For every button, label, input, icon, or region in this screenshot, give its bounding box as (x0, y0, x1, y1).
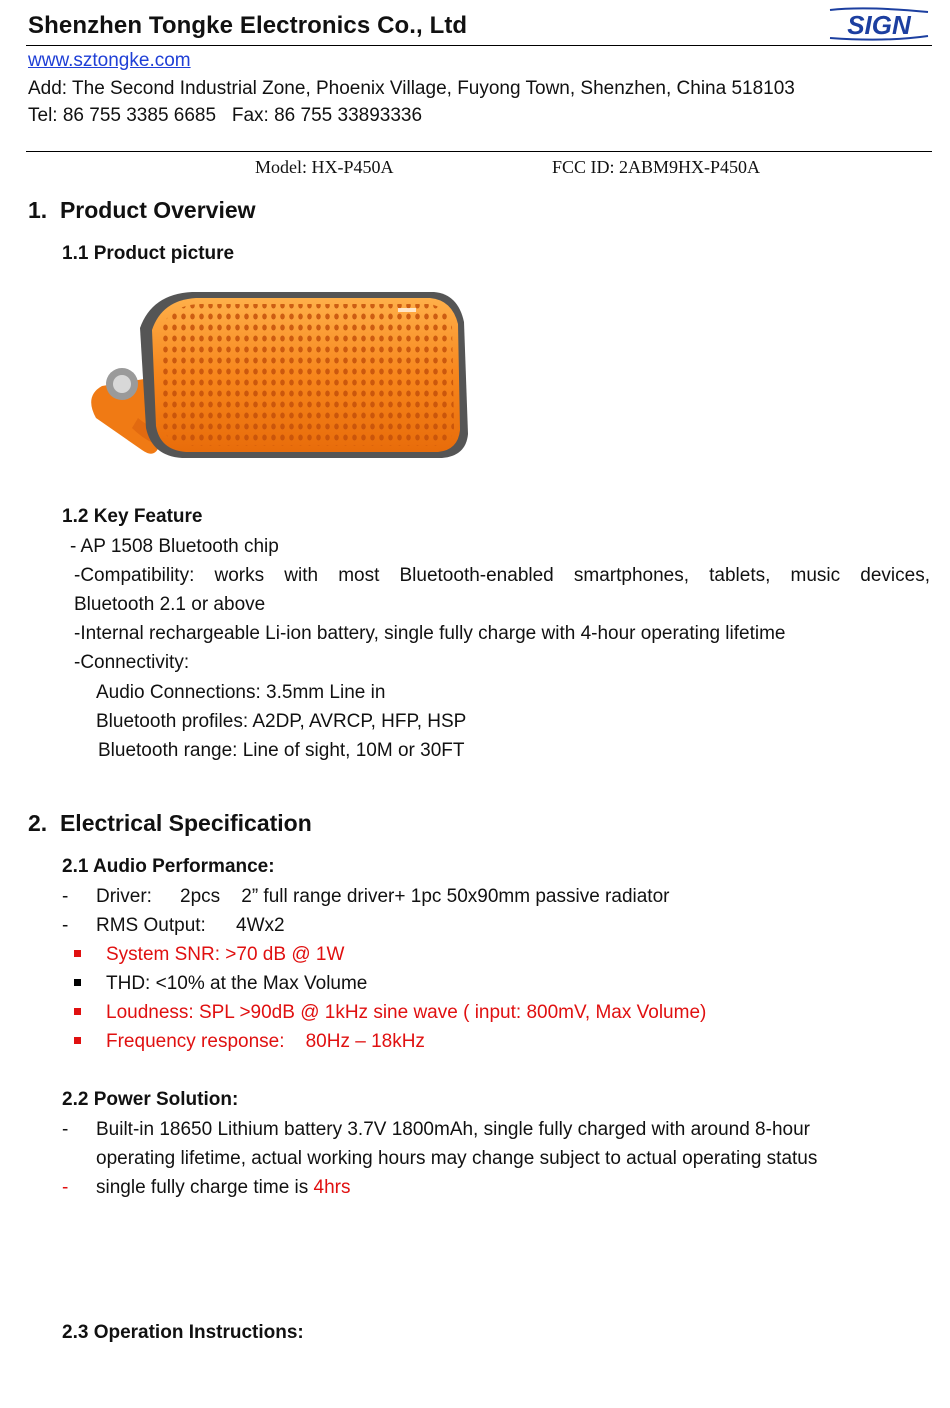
website-link[interactable]: www.sztongke.com (28, 50, 191, 71)
bullet-icon (74, 950, 81, 957)
audio-performance-title: 2.1 Audio Performance: (62, 856, 275, 877)
charge-time-line (96, 1176, 351, 1200)
address-text: Add: The Second Industrial Zone, Phoenix Village, Fuyong Town, Shenzhen, China 518103 (28, 78, 795, 99)
charge-time-value: 4hrs (313, 1177, 351, 1198)
operation-instructions-title: 2.3 Operation Instructions: (62, 1322, 304, 1343)
bullet-icon (74, 1037, 81, 1044)
rms-label: RMS Output: (96, 915, 206, 936)
dash-marker: - (62, 1119, 69, 1140)
feature-compat-line2: Bluetooth 2.1 or above (74, 594, 266, 615)
feature-audio-connections: Audio Connections: 3.5mm Line in (96, 682, 386, 703)
power-line2: operating lifetime, actual working hours may change subject to actual operating status (96, 1148, 818, 1169)
driver-value: 2pcs 2” full range driver+ 1pc 50x90mm passive radiator (180, 886, 670, 907)
logo-text: SIGN (847, 10, 911, 40)
fcc-id-text: FCC ID: 2ABM9HX-P450A (552, 157, 761, 177)
rms-value: 4Wx2 (236, 915, 285, 936)
driver-label: Driver: (96, 886, 152, 907)
spec-loudness: Loudness: SPL >90dB @ 1kHz sine wave ( input: 800mV, Max Volume) (106, 1002, 707, 1023)
feature-compat-line1: -Compatibility: works with most Bluetooth-enabled smartphones, tablets, music devices, (74, 565, 930, 586)
header-rule (26, 45, 932, 46)
spec-frequency: Frequency response: 80Hz – 18kHz (106, 1031, 425, 1052)
header-bottom-rule (26, 151, 932, 152)
spec-thd: THD: <10% at the Max Volume (106, 973, 368, 994)
bullet-icon (74, 1008, 81, 1015)
key-feature-title: 1.2 Key Feature (62, 506, 203, 527)
sign-logo (826, 6, 932, 42)
product-picture-title: 1.1 Product picture (62, 243, 235, 264)
section1-title: 1. Product Overview (28, 197, 256, 223)
dash-marker: - (62, 915, 69, 936)
dash-marker: - (62, 886, 69, 907)
feature-bt-range: Bluetooth range: Line of sight, 10M or 30FT (98, 740, 465, 761)
bullet-icon (74, 979, 81, 986)
power-solution-title: 2.2 Power Solution: (62, 1089, 239, 1110)
feature-chip: - AP 1508 Bluetooth chip (70, 536, 279, 557)
tel-fax-text: Tel: 86 755 3385 6685 Fax: 86 755 33893336 (28, 105, 423, 126)
model-text: Model: HX-P450A (255, 157, 394, 177)
feature-battery: -Internal rechargeable Li-ion battery, single fully charge with 4-hour operating lifetime (74, 623, 786, 644)
company-name: Shenzhen Tongke Electronics Co., Ltd (28, 12, 468, 39)
product-picture (62, 278, 474, 500)
feature-connectivity: -Connectivity: (74, 652, 190, 673)
feature-bt-profiles: Bluetooth profiles: A2DP, AVRCP, HFP, HSP (96, 711, 467, 732)
section2-title: 2. Electrical Specification (28, 810, 312, 836)
power-line1: Built-in 18650 Lithium battery 3.7V 1800mAh, single fully charged with around 8-hour (96, 1119, 810, 1140)
spec-snr: System SNR: >70 dB @ 1W (106, 944, 345, 965)
dash-marker: - (62, 1177, 69, 1198)
charge-time-text: single fully charge time is (96, 1177, 314, 1198)
